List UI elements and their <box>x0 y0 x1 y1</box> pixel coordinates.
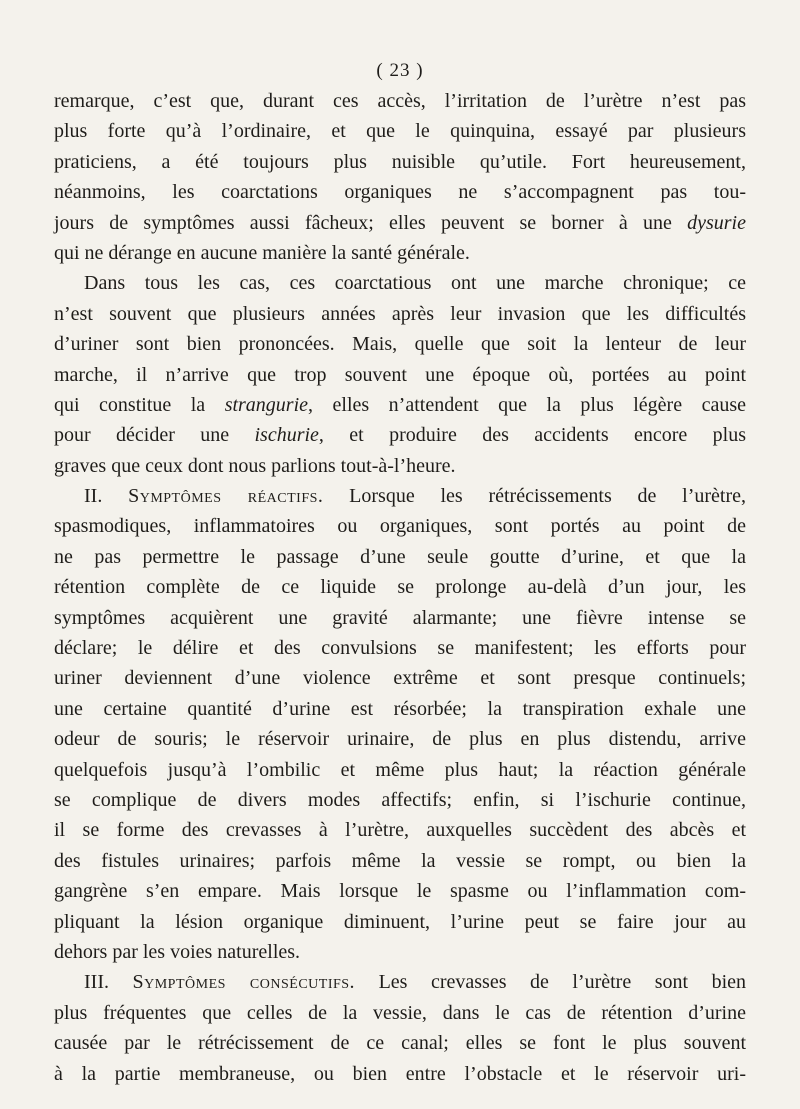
page-number: ( 23 ) <box>376 60 424 81</box>
text-line: symptômes acquièrent une gravité alarmante; une fièvre intense se <box>54 606 746 629</box>
text-line: plus forte qu’à l’ordinaire, et que le quinquina, essayé par plusieurs <box>54 120 746 143</box>
text-line: d’uriner sont bien prononcées. Mais, quelle que soit la lenteur de leur <box>54 333 746 356</box>
italic-term: dysurie <box>687 211 746 234</box>
text-line: graves que ceux dont nous parlions tout-à-l’heure. <box>54 454 456 477</box>
text-line: ne pas permettre le passage d’une seule goutte d’urine, et que la <box>54 545 746 568</box>
text-line: uriner deviennent d’une violence extrême et sont presque continuels; <box>54 667 746 690</box>
text-line: pliquant la lésion organique diminuent, l’urine peut se faire jour au <box>54 910 746 933</box>
text-line: spasmodiques, inflammatoires ou organiques, sont portés au point de <box>54 515 746 538</box>
text-line: néanmoins, les coarctations organiques ne s’accompagnent pas tou- <box>54 181 746 204</box>
text-line: pour décider une ischurie, et produire des accidents encore plus <box>54 424 746 447</box>
section-heading: Symptômes réactifs. <box>128 485 324 508</box>
text-line: il se forme des crevasses à l’urètre, auxquelles succèdent des abcès et <box>54 819 746 842</box>
italic-term: strangurie <box>224 393 309 416</box>
text-line: dehors par les voies naturelles. <box>54 940 301 963</box>
text-line: déclare; le délire et des convulsions se manifestent; les efforts pour <box>54 637 746 660</box>
text-line: Dans tous les cas, ces coarctatious ont une marche chronique; ce <box>84 272 746 295</box>
text-line: jours de symptômes aussi fâcheux; elles peuvent se borner à une dysurie <box>54 211 746 234</box>
text-line: qui ne dérange en aucune manière la santé générale. <box>54 241 470 264</box>
body-text <box>54 86 746 1089</box>
text-line: gangrène s’en empare. Mais lorsque le spasme ou l’inflammation com- <box>54 880 746 903</box>
text-line: qui constitue la strangurie, elles n’attendent que la plus légère cause <box>54 393 746 416</box>
text-line: se complique de divers modes affectifs; enfin, si l’ischurie continue, <box>54 788 746 811</box>
section-heading: Symptômes consécutifs. <box>132 971 356 994</box>
text-line: marche, il n’arrive que trop souvent une époque où, portées au point <box>54 363 746 386</box>
text-line: remarque, c’est que, durant ces accès, l’irritation de l’urètre n’est pas <box>54 90 746 112</box>
text-line: causée par le rétrécissement de ce canal; elles se font le plus souvent <box>54 1032 746 1055</box>
section-heading-line: II. Symptômes réactifs. Lorsque les rétrécissements de l’urètre, <box>84 485 746 508</box>
text-line: une certaine quantité d’urine est résorbée; la transpiration exhale une <box>54 697 746 720</box>
text-line: plus fréquentes que celles de la vessie, dans le cas de rétention d’urine <box>54 1001 746 1024</box>
section-heading-line: III. Symptômes consécutifs. Les crevasses de l’urètre sont bien <box>84 971 747 994</box>
text-line: n’est souvent que plusieurs années après leur invasion que les difficultés <box>54 302 746 325</box>
text-line: à la partie membraneuse, ou bien entre l’obstacle et le réservoir uri- <box>54 1062 746 1085</box>
text-line: quelquefois jusqu’à l’ombilic et même plus haut; la réaction générale <box>54 758 746 781</box>
text-line: rétention complète de ce liquide se prolonge au-delà d’un jour, les <box>54 576 746 599</box>
text-line: praticiens, a été toujours plus nuisible qu’utile. Fort heureusement, <box>54 150 746 173</box>
text-line: odeur de souris; le réservoir urinaire, de plus en plus distendu, arrive <box>54 728 746 751</box>
italic-term: ischurie <box>254 424 319 447</box>
text-line: des fistules urinaires; parfois même la vessie se rompt, ou bien la <box>54 849 746 872</box>
